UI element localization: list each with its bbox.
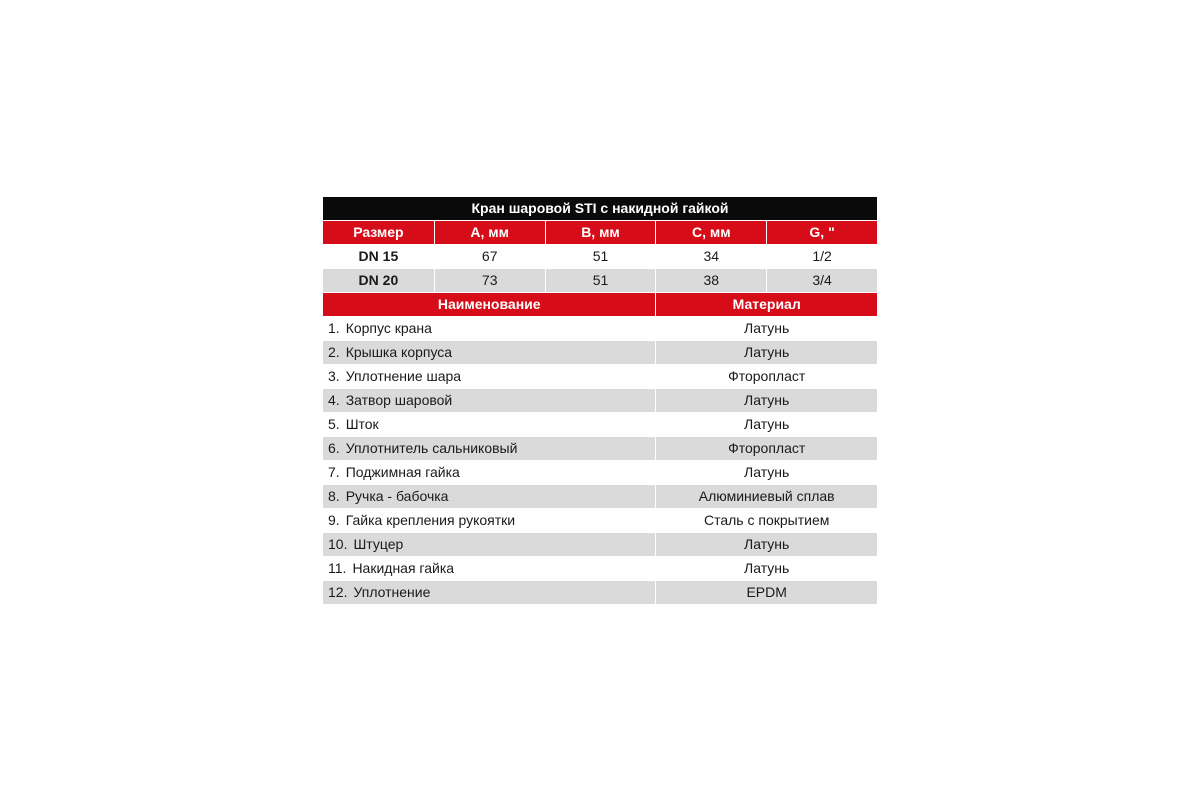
part-name-cell xyxy=(323,485,655,508)
part-name: Штуцер xyxy=(353,536,404,552)
part-name-cell xyxy=(323,365,655,388)
part-material: Латунь xyxy=(655,341,877,364)
part-name: Крышка корпуса xyxy=(345,344,453,360)
size-cell: DN 15 xyxy=(358,248,399,264)
header-a: А, мм xyxy=(434,221,545,244)
part-number: 9. xyxy=(328,512,340,528)
c-cell: 34 xyxy=(655,245,766,268)
part-material: Сталь с покрытием xyxy=(655,509,877,532)
part-row xyxy=(323,485,877,508)
part-number: 4. xyxy=(328,392,340,408)
part-name-cell xyxy=(323,509,655,532)
header-size: Размер xyxy=(323,221,434,244)
part-row xyxy=(323,365,877,388)
part-name: Поджимная гайка xyxy=(345,464,460,480)
part-row xyxy=(323,317,877,340)
header-b: В, мм xyxy=(545,221,656,244)
part-material: Латунь xyxy=(655,317,877,340)
c-cell: 38 xyxy=(655,269,766,292)
part-material: Фторопласт xyxy=(655,365,877,388)
part-material: Алюминиевый сплав xyxy=(655,485,877,508)
part-name-cell xyxy=(323,413,655,436)
part-name: Накидная гайка xyxy=(352,560,455,576)
part-name: Ручка - бабочка xyxy=(345,488,449,504)
spec-table xyxy=(323,197,877,604)
part-row xyxy=(323,581,877,604)
part-number: 10. xyxy=(328,536,348,552)
g-cell: 3/4 xyxy=(766,269,877,292)
parts-header-row xyxy=(323,293,877,316)
part-name-cell xyxy=(323,389,655,412)
part-name-cell xyxy=(323,461,655,484)
part-name: Уплотнение xyxy=(353,584,431,600)
b-cell: 51 xyxy=(545,269,656,292)
part-row xyxy=(323,461,877,484)
g-cell: 1/2 xyxy=(766,245,877,268)
part-row xyxy=(323,389,877,412)
part-row xyxy=(323,509,877,532)
part-name-cell xyxy=(323,437,655,460)
part-name-cell xyxy=(323,557,655,580)
part-name-cell xyxy=(323,341,655,364)
header-c: С, мм xyxy=(655,221,766,244)
part-number: 7. xyxy=(328,464,340,480)
size-row-dn15 xyxy=(323,245,877,268)
part-material: Латунь xyxy=(655,557,877,580)
size-cell: DN 20 xyxy=(323,269,434,292)
part-name: Уплотнение шара xyxy=(345,368,462,384)
header-material: Материал xyxy=(655,293,877,316)
part-name: Гайка крепления рукоятки xyxy=(345,512,516,528)
part-name: Шток xyxy=(345,416,379,432)
part-name: Уплотнитель сальниковый xyxy=(345,440,518,456)
part-number: 12. xyxy=(328,584,348,600)
part-number: 2. xyxy=(328,344,340,360)
part-row xyxy=(323,557,877,580)
a-cell: 73 xyxy=(434,269,545,292)
part-material: EPDM xyxy=(655,581,877,604)
part-number: 5. xyxy=(328,416,340,432)
part-row xyxy=(323,533,877,556)
part-material: Латунь xyxy=(655,533,877,556)
b-cell: 51 xyxy=(545,245,656,268)
a-cell: 67 xyxy=(434,245,545,268)
part-number: 11. xyxy=(328,560,347,576)
part-row xyxy=(323,341,877,364)
part-name: Корпус крана xyxy=(345,320,432,336)
header-name: Наименование xyxy=(323,293,655,316)
part-number: 6. xyxy=(328,440,340,456)
part-row xyxy=(323,437,877,460)
part-name-cell xyxy=(323,317,655,340)
header-g: G, " xyxy=(766,221,877,244)
part-material: Латунь xyxy=(655,389,877,412)
part-number: 8. xyxy=(328,488,340,504)
part-name-cell xyxy=(323,581,655,604)
table-title: Кран шаровой STI с накидной гайкой xyxy=(323,197,877,220)
part-material: Латунь xyxy=(655,413,877,436)
part-name-cell xyxy=(323,533,655,556)
size-header-row xyxy=(323,221,877,244)
size-row-dn20 xyxy=(323,269,877,292)
part-number: 3. xyxy=(328,368,340,384)
part-material: Латунь xyxy=(655,461,877,484)
part-material: Фторопласт xyxy=(655,437,877,460)
part-row xyxy=(323,413,877,436)
part-name: Затвор шаровой xyxy=(345,392,453,408)
part-number: 1. xyxy=(328,320,340,336)
